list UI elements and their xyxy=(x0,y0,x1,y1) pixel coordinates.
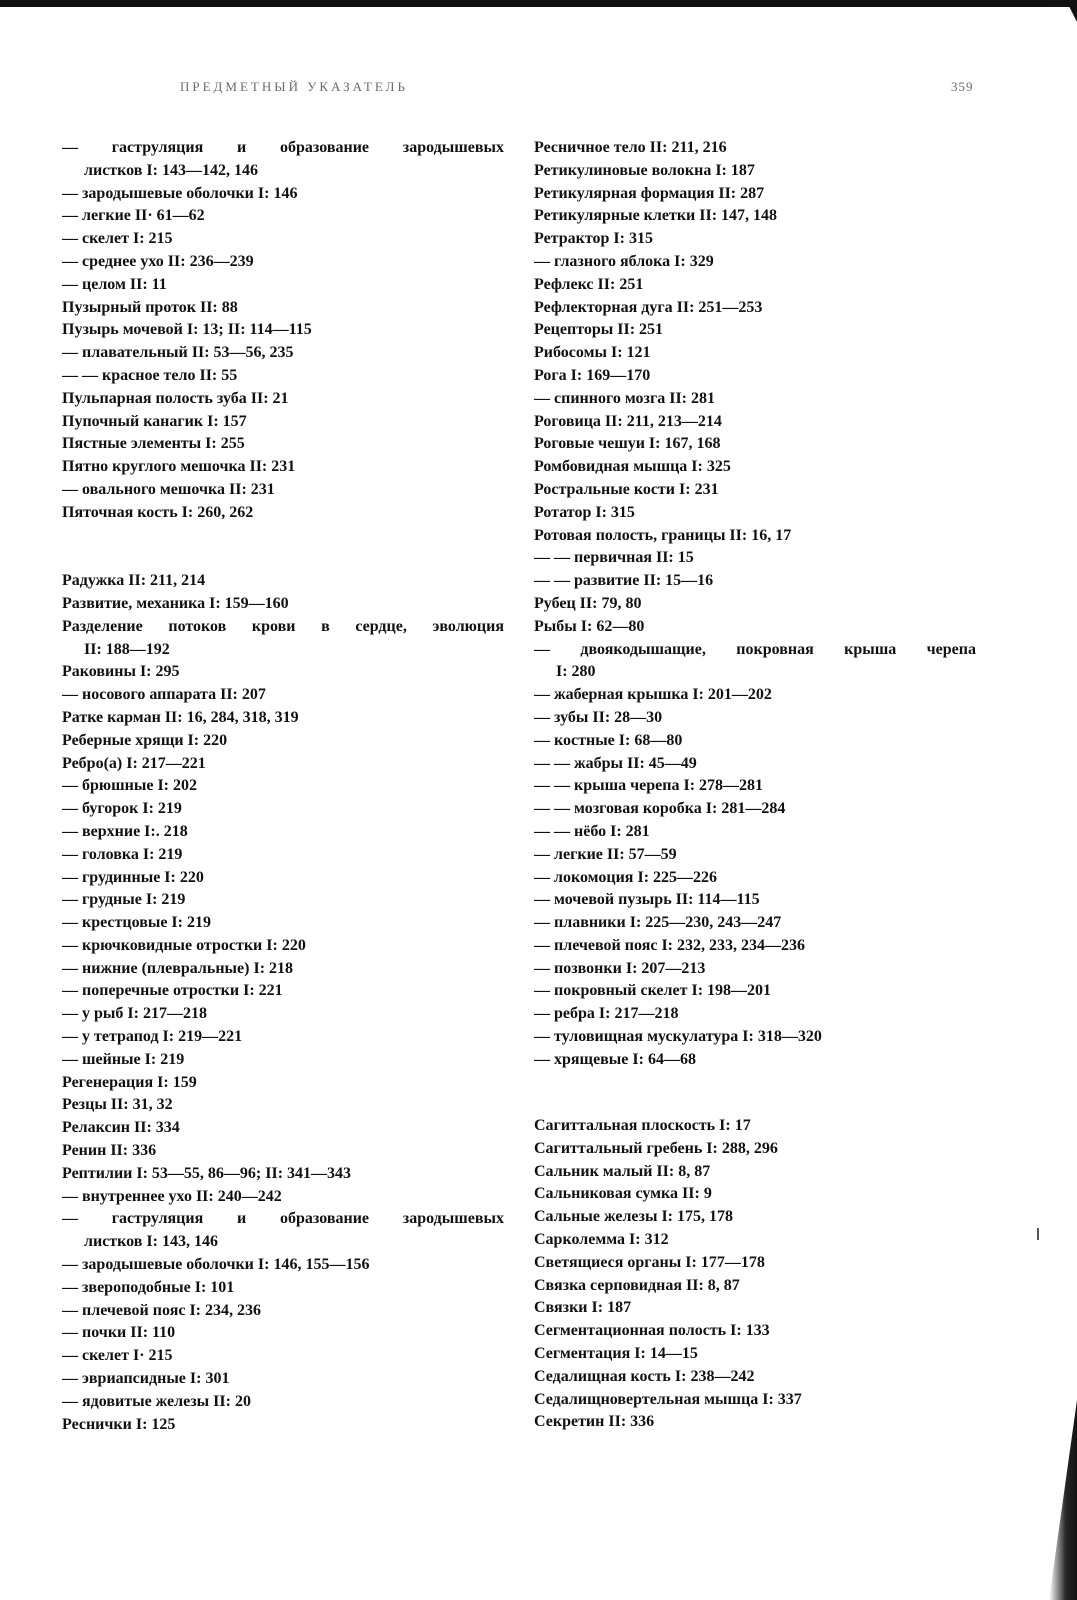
index-entry: Ратке карман II: 16, 284, 318, 319 xyxy=(62,708,299,726)
index-entry: — бугорок I: 219 xyxy=(62,800,182,818)
index-entry: Пятно круглого мешочка II: 231 xyxy=(62,458,296,476)
index-entry: — плечевой пояс I: 234, 236 xyxy=(62,1301,261,1319)
index-entry: — — крыша черепа I: 278—281 xyxy=(534,777,764,795)
index-entry: Роговые чешуи I: 167, 168 xyxy=(534,435,721,453)
index-entry: — плавники I: 225—230, 243—247 xyxy=(534,914,782,932)
index-entry: Ребро(а) I: 217—221 xyxy=(62,754,206,772)
index-entry: — зародышевые оболочки I: 146, 155—156 xyxy=(62,1256,370,1274)
index-entry: Релаксин II: 334 xyxy=(62,1119,180,1137)
index-entry: — зародышевые оболочки I: 146 xyxy=(62,184,298,202)
index-entry: Пястные элементы I: 255 xyxy=(62,435,245,453)
index-entry: — эвриапсидные I: 301 xyxy=(62,1370,230,1388)
index-entry: Резцы II: 31, 32 xyxy=(62,1096,173,1114)
index-entry: — гаструляция и образование зародышевых xyxy=(62,1210,504,1228)
index-entry: — мочевой пузырь II: 114—115 xyxy=(534,891,760,909)
index-entry: Ротовая полость, границы II: 16, 17 xyxy=(534,526,792,544)
index-entry: — внутреннее ухо II: 240—242 xyxy=(62,1187,282,1205)
index-entry: — жаберная крышка I: 201—202 xyxy=(534,686,772,704)
index-entry: — ядовитые железы II: 20 xyxy=(62,1392,251,1410)
index-entry: Ретикулиновые волокна I: 187 xyxy=(534,161,755,179)
index-entry: Ренин II: 336 xyxy=(62,1142,157,1160)
index-entry: — головка I: 219 xyxy=(62,845,183,863)
index-entry: Радужка II: 211, 214 xyxy=(62,572,206,590)
index-entry: Ростральные кости I: 231 xyxy=(534,480,719,498)
index-entry: — — развитие II: 15—16 xyxy=(534,572,714,590)
scan-stray-mark xyxy=(1037,1228,1039,1240)
index-entry: — плавательный II: 53—56, 235 xyxy=(62,344,294,362)
index-entry: Ретикулярная формация II: 287 xyxy=(534,184,765,202)
index-entry: Рефлекторная дуга II: 251—253 xyxy=(534,298,763,316)
index-entry: Рога I: 169—170 xyxy=(534,366,651,384)
index-entry: — — красное тело II: 55 xyxy=(62,366,238,384)
scan-page-curl-shadow xyxy=(1049,1400,1077,1600)
index-entry: Раковины I: 295 xyxy=(62,663,180,681)
index-entry: Ретрактор I: 315 xyxy=(534,230,653,248)
index-entry: Регенерация I: 159 xyxy=(62,1073,197,1091)
index-entry: Развитие, механика I: 159—160 xyxy=(62,594,289,612)
index-entry: — у тетрапод I: 219—221 xyxy=(62,1028,243,1046)
index-entry: Сегментация I: 14—15 xyxy=(534,1344,698,1362)
index-entry: Сальные железы I: 175, 178 xyxy=(534,1208,733,1226)
index-entry: — легкие II· 61—62 xyxy=(62,207,205,225)
index-entry: Седалищная кость I: 238—242 xyxy=(534,1367,755,1385)
index-entry: Ресничное тело II: 211, 216 xyxy=(534,139,727,156)
index-entry: Связки I: 187 xyxy=(534,1299,632,1317)
index-entry: Пузырь мочевой I: 13; II: 114—115 xyxy=(62,321,312,339)
index-entry: — крестцовые I: 219 xyxy=(62,914,211,932)
index-entry: — — нёбо I: 281 xyxy=(534,822,650,840)
index-entry: — локомоция I: 225—226 xyxy=(534,868,718,886)
index-entry: Реберные хрящи I: 220 xyxy=(62,731,228,749)
index-entry: Роговица II: 211, 213—214 xyxy=(534,412,722,430)
index-entry: — — жабры II: 45—49 xyxy=(534,754,697,772)
index-entry: Светящиеся органы I: 177—178 xyxy=(534,1253,765,1271)
index-entry: — костные I: 68—80 xyxy=(534,731,683,749)
index-entry: — — первичная II: 15 xyxy=(534,549,694,567)
index-entry: — гаструляция и образование зародышевых xyxy=(62,139,504,156)
index-entry: — покровный скелет I: 198—201 xyxy=(534,982,772,1000)
section-gap xyxy=(62,525,504,571)
index-column-right xyxy=(534,137,976,1434)
index-entry: — среднее ухо II: 236—239 xyxy=(62,252,254,270)
index-entry: — хрящевые I: 64—68 xyxy=(534,1050,696,1068)
index-entry: — двоякодышащие, покровная крыша черепа xyxy=(534,640,976,658)
index-entry: Рецепторы II: 251 xyxy=(534,321,664,339)
index-entry: — плечевой пояс I: 232, 233, 234—236 xyxy=(534,936,805,954)
index-entry: Рефлекс II: 251 xyxy=(534,275,644,293)
index-entry-continuation: I: 280 xyxy=(556,663,596,681)
index-entry: Реснички I: 125 xyxy=(62,1415,176,1433)
index-entry-continuation: листков I: 143—142, 146 xyxy=(84,161,258,179)
index-entry: — — мозговая коробка I: 281—284 xyxy=(534,800,786,818)
index-entry: — верхние I:. 218 xyxy=(62,822,188,840)
section-gap xyxy=(534,1072,976,1115)
scan-top-edge xyxy=(0,0,1077,7)
index-entry: — овального мешочка II: 231 xyxy=(62,480,275,498)
index-entry: — туловищная мускулатура I: 318—320 xyxy=(534,1028,822,1046)
running-head: ПРЕДМЕТНЫЙ УКАЗАТЕЛЬ xyxy=(180,79,408,94)
index-entry: Пяточная кость I: 260, 262 xyxy=(62,503,254,521)
index-entry: Ретикулярные клетки II: 147, 148 xyxy=(534,207,778,225)
index-entry: Седалищновертельная мышца I: 337 xyxy=(534,1390,802,1408)
index-entry: Связка серповидная II: 8, 87 xyxy=(534,1276,740,1294)
index-entry-continuation: листков I: 143, 146 xyxy=(84,1233,218,1251)
index-entry: — позвонки I: 207—213 xyxy=(534,959,706,977)
index-entry: — ребра I: 217—218 xyxy=(534,1005,679,1023)
index-entry: — поперечные отростки I: 221 xyxy=(62,982,283,1000)
index-entry: Сарколемма I: 312 xyxy=(534,1230,669,1248)
index-entry: Пупочный канагик I: 157 xyxy=(62,412,247,430)
index-entry-continuation: II: 188—192 xyxy=(84,640,170,658)
index-entry: — скелет I: 215 xyxy=(62,230,173,248)
index-entry: — легкие II: 57—59 xyxy=(534,845,677,863)
index-entry: — крючковидные отростки I: 220 xyxy=(62,936,306,954)
index-entry: — зубы II: 28—30 xyxy=(534,708,663,726)
index-column-left xyxy=(62,137,504,1436)
index-entry: Ромбовидная мышца I: 325 xyxy=(534,458,731,476)
index-entry: — нижние (плевральные) I: 218 xyxy=(62,959,294,977)
index-entry: Рибосомы I: 121 xyxy=(534,344,651,362)
index-entry: — шейные I: 219 xyxy=(62,1050,185,1068)
index-entry: Секретин II: 336 xyxy=(534,1413,655,1431)
index-entry: — глазного яблока I: 329 xyxy=(534,252,714,270)
index-entry: Ротатор I: 315 xyxy=(534,503,635,521)
index-entry: — почки II: 110 xyxy=(62,1324,176,1342)
index-entry: — носового аппарата II: 207 xyxy=(62,686,266,704)
page-number: 359 xyxy=(951,79,974,94)
index-entry: — у рыб I: 217—218 xyxy=(62,1005,207,1023)
index-entry: — спинного мозга II: 281 xyxy=(534,389,716,407)
index-entry: Пульпарная полость зуба II: 21 xyxy=(62,389,289,407)
index-entry: Рептилии I: 53—55, 86—96; II: 341—343 xyxy=(62,1164,352,1182)
index-entry: Сальниковая сумка II: 9 xyxy=(534,1185,712,1203)
index-entry: Сагиттальный гребень I: 288, 296 xyxy=(534,1139,778,1157)
index-entry: — скелет I· 215 xyxy=(62,1347,173,1365)
index-entry: Разделение потоков крови в сердце, эволюция xyxy=(62,617,504,635)
index-entry: — грудинные I: 220 xyxy=(62,868,204,886)
index-entry: Сегментационная полость I: 133 xyxy=(534,1322,770,1340)
index-entry: Сальник малый II: 8, 87 xyxy=(534,1162,711,1180)
index-entry: — целом II: 11 xyxy=(62,275,167,293)
index-entry: Сагиттальная плоскость I: 17 xyxy=(534,1116,751,1134)
index-entry: — звероподобные I: 101 xyxy=(62,1278,235,1296)
index-entry: Рубец II: 79, 80 xyxy=(534,594,642,612)
index-entry: Рыбы I: 62—80 xyxy=(534,617,645,635)
index-entry: — грудные I: 219 xyxy=(62,891,186,909)
index-entry: Пузырный проток II: 88 xyxy=(62,298,238,316)
index-entry: — брюшные I: 202 xyxy=(62,777,197,795)
